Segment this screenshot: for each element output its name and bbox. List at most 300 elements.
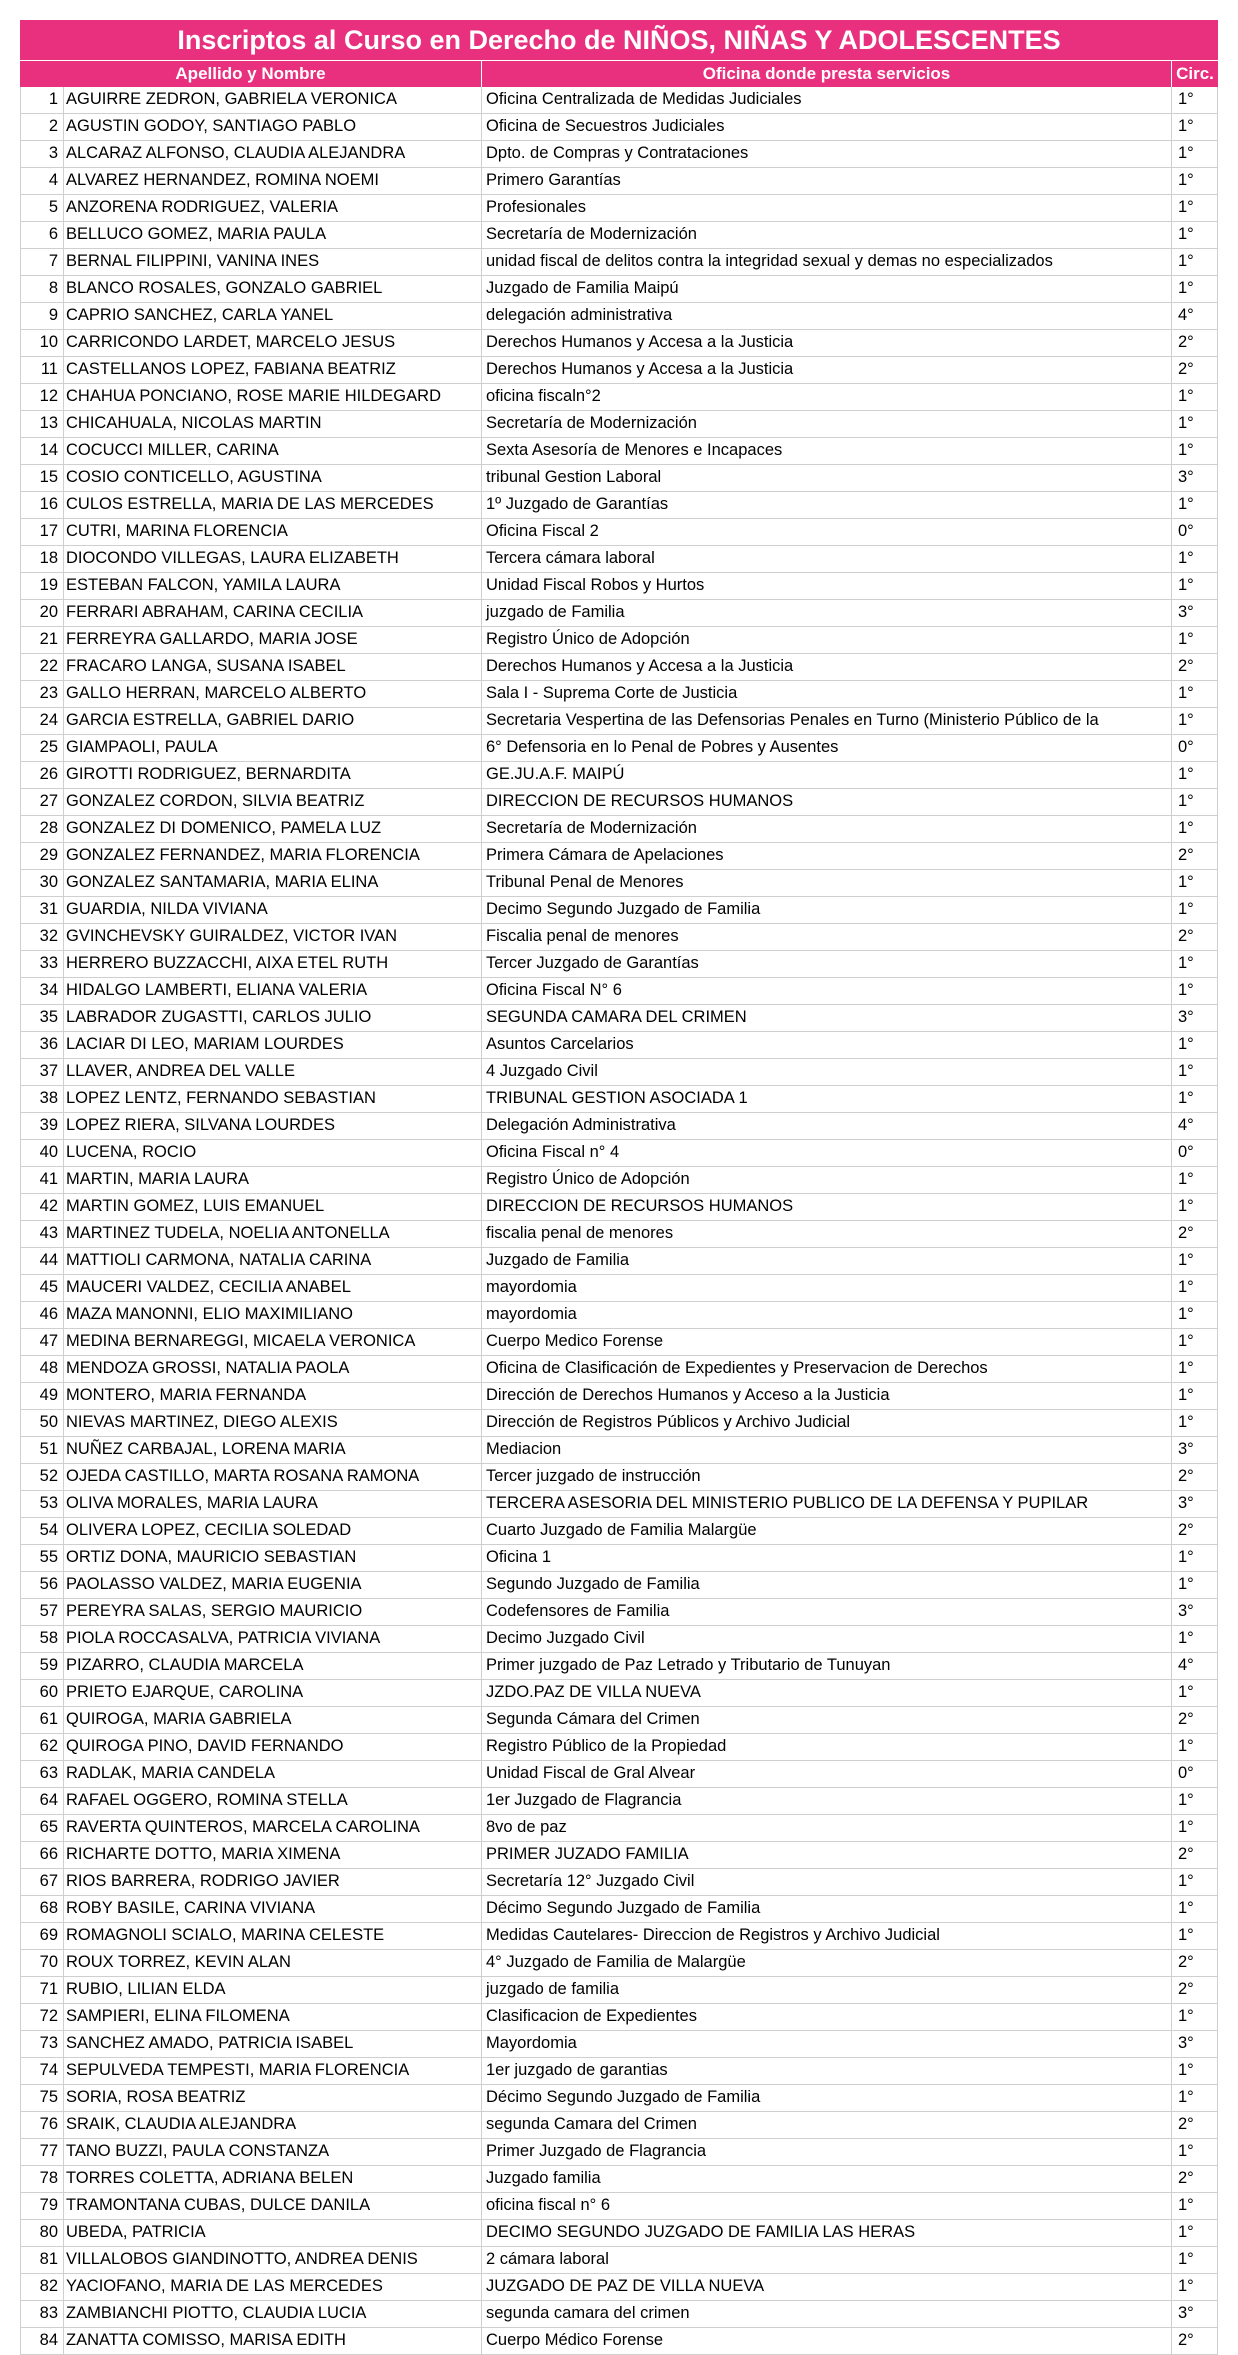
row-number: 43 [20,1221,64,1247]
row-circ: 1° [1172,951,1218,977]
table-row [20,1383,1218,1410]
row-office: Juzgado familia [482,2166,1172,2192]
row-office: Secretaría de Modernización [482,411,1172,437]
row-circ: 0° [1172,1140,1218,1166]
row-number: 33 [20,951,64,977]
table-row [20,195,1218,222]
row-office: Medidas Cautelares- Direccion de Registros y Archivo Judicial [482,1923,1172,1949]
row-office: Dirección de Registros Públicos y Archivo Judicial [482,1410,1172,1436]
row-office: Oficina Fiscal 2 [482,519,1172,545]
table-row [20,1329,1218,1356]
row-office: 1er juzgado de garantias [482,2058,1172,2084]
table-row [20,330,1218,357]
row-name: TANO BUZZI, PAULA CONSTANZA [64,2139,482,2165]
table-row [20,1761,1218,1788]
row-circ: 1° [1172,411,1218,437]
row-name: ROMAGNOLI SCIALO, MARINA CELESTE [64,1923,482,1949]
row-circ: 2° [1172,1464,1218,1490]
row-name: LABRADOR ZUGASTTI, CARLOS JULIO [64,1005,482,1031]
row-office: Juzgado de Familia [482,1248,1172,1274]
row-circ: 1° [1172,114,1218,140]
row-name: ALCARAZ ALFONSO, CLAUDIA ALEJANDRA [64,141,482,167]
row-office: Secretaría de Modernización [482,222,1172,248]
row-circ: 2° [1172,1950,1218,1976]
row-name: HIDALGO LAMBERTI, ELIANA VALERIA [64,978,482,1004]
row-circ: 1° [1172,2220,1218,2246]
row-number: 9 [20,303,64,329]
row-circ: 1° [1172,627,1218,653]
row-circ: 1° [1172,1923,1218,1949]
row-name: VILLALOBOS GIANDINOTTO, ANDREA DENIS [64,2247,482,2273]
row-number: 71 [20,1977,64,2003]
table-row [20,249,1218,276]
row-office: TERCERA ASESORIA DEL MINISTERIO PUBLICO DE LA DEFENSA Y PUPILAR [482,1491,1172,1517]
row-office: fiscalia penal de menores [482,1221,1172,1247]
row-circ: 1° [1172,249,1218,275]
table-row [20,1491,1218,1518]
row-circ: 1° [1172,816,1218,842]
row-number: 10 [20,330,64,356]
row-circ: 1° [1172,1896,1218,1922]
row-circ: 1° [1172,1572,1218,1598]
row-number: 14 [20,438,64,464]
row-number: 73 [20,2031,64,2057]
table-row [20,1248,1218,1275]
row-circ: 1° [1172,546,1218,572]
row-office: Secretaría 12° Juzgado Civil [482,1869,1172,1895]
row-office: DECIMO SEGUNDO JUZGADO DE FAMILIA LAS HERAS [482,2220,1172,2246]
row-circ: 3° [1172,2031,1218,2057]
table-row [20,1059,1218,1086]
row-circ: 1° [1172,1194,1218,1220]
row-office: Primero Garantías [482,168,1172,194]
row-circ: 2° [1172,1518,1218,1544]
row-number: 72 [20,2004,64,2030]
table-row [20,1086,1218,1113]
row-number: 13 [20,411,64,437]
row-number: 53 [20,1491,64,1517]
row-circ: 2° [1172,654,1218,680]
table-row [20,2193,1218,2220]
table-row [20,708,1218,735]
row-number: 22 [20,654,64,680]
row-office: Sala I - Suprema Corte de Justicia [482,681,1172,707]
row-name: CUTRI, MARINA FLORENCIA [64,519,482,545]
table-row [20,492,1218,519]
table-row [20,843,1218,870]
table-row [20,1626,1218,1653]
table-row [20,2220,1218,2247]
table-row [20,1437,1218,1464]
table-row [20,1356,1218,1383]
row-circ: 1° [1172,1302,1218,1328]
row-office: Cuerpo Médico Forense [482,2328,1172,2354]
row-name: DIOCONDO VILLEGAS, LAURA ELIZABETH [64,546,482,572]
row-name: FRACARO LANGA, SUSANA ISABEL [64,654,482,680]
table-row [20,141,1218,168]
row-circ: 2° [1172,2166,1218,2192]
table-row [20,978,1218,1005]
table-row [20,2247,1218,2274]
row-name: LACIAR DI LEO, MARIAM LOURDES [64,1032,482,1058]
row-number: 58 [20,1626,64,1652]
row-office: PRIMER JUZADO FAMILIA [482,1842,1172,1868]
row-name: PRIETO EJARQUE, CAROLINA [64,1680,482,1706]
row-office: Décimo Segundo Juzgado de Familia [482,2085,1172,2111]
row-name: QUIROGA PINO, DAVID FERNANDO [64,1734,482,1760]
row-name: AGUIRRE ZEDRON, GABRIELA VERONICA [64,87,482,113]
row-circ: 2° [1172,1977,1218,2003]
row-circ: 3° [1172,1437,1218,1463]
row-circ: 1° [1172,2004,1218,2030]
table-row [20,897,1218,924]
row-circ: 1° [1172,1680,1218,1706]
row-office: Dirección de Derechos Humanos y Acceso a la Justicia [482,1383,1172,1409]
header-office: Oficina donde presta servicios [482,61,1172,87]
row-number: 3 [20,141,64,167]
row-number: 40 [20,1140,64,1166]
row-circ: 2° [1172,2328,1218,2354]
row-number: 57 [20,1599,64,1625]
row-office: Cuarto Juzgado de Familia Malargüe [482,1518,1172,1544]
row-circ: 3° [1172,600,1218,626]
table-row [20,1734,1218,1761]
table-row [20,1140,1218,1167]
row-office: Segundo Juzgado de Familia [482,1572,1172,1598]
row-number: 81 [20,2247,64,2273]
table-row [20,114,1218,141]
row-circ: 1° [1172,2193,1218,2219]
row-number: 76 [20,2112,64,2138]
row-office: oficina fiscal n° 6 [482,2193,1172,2219]
row-number: 42 [20,1194,64,1220]
table-row [20,222,1218,249]
row-circ: 1° [1172,384,1218,410]
table-row [20,1977,1218,2004]
row-office: segunda camara del crimen [482,2301,1172,2327]
table-row [20,357,1218,384]
row-circ: 0° [1172,1761,1218,1787]
row-number: 48 [20,1356,64,1382]
table-row [20,2301,1218,2328]
row-number: 56 [20,1572,64,1598]
row-name: BERNAL FILIPPINI, VANINA INES [64,249,482,275]
row-number: 44 [20,1248,64,1274]
row-number: 77 [20,2139,64,2165]
row-office: Tercer Juzgado de Garantías [482,951,1172,977]
row-name: FERREYRA GALLARDO, MARIA JOSE [64,627,482,653]
row-name: FERRARI ABRAHAM, CARINA CECILIA [64,600,482,626]
row-name: MARTIN GOMEZ, LUIS EMANUEL [64,1194,482,1220]
row-name: ANZORENA RODRIGUEZ, VALERIA [64,195,482,221]
row-number: 21 [20,627,64,653]
row-number: 11 [20,357,64,383]
row-name: TRAMONTANA CUBAS, DULCE DANILA [64,2193,482,2219]
row-number: 27 [20,789,64,815]
row-name: ALVAREZ HERNANDEZ, ROMINA NOEMI [64,168,482,194]
row-name: ORTIZ DONA, MAURICIO SEBASTIAN [64,1545,482,1571]
row-circ: 2° [1172,357,1218,383]
table-row [20,1167,1218,1194]
table-row [20,1815,1218,1842]
row-circ: 1° [1172,1248,1218,1274]
row-name: TORRES COLETTA, ADRIANA BELEN [64,2166,482,2192]
row-office: Registro Único de Adopción [482,627,1172,653]
row-office: 1º Juzgado de Garantías [482,492,1172,518]
header-name: Apellido y Nombre [20,61,482,87]
sheet-title: Inscriptos al Curso en Derecho de NIÑOS, NIÑAS Y ADOLESCENTES [20,20,1218,60]
row-office: Secretaria Vespertina de las Defensorias Penales en Turno (Ministerio Público de la [482,708,1172,734]
row-office: Oficina 1 [482,1545,1172,1571]
row-circ: 0° [1172,519,1218,545]
table-row [20,600,1218,627]
row-circ: 2° [1172,924,1218,950]
row-number: 34 [20,978,64,1004]
table-row [20,1410,1218,1437]
row-number: 26 [20,762,64,788]
table-row [20,2031,1218,2058]
row-circ: 2° [1172,1707,1218,1733]
table-row [20,1653,1218,1680]
row-name: GUARDIA, NILDA VIVIANA [64,897,482,923]
row-number: 67 [20,1869,64,1895]
table-row [20,924,1218,951]
row-name: SANCHEZ AMADO, PATRICIA ISABEL [64,2031,482,2057]
row-number: 16 [20,492,64,518]
row-office: Juzgado de Familia Maipú [482,276,1172,302]
row-office: Derechos Humanos y Accesa a la Justicia [482,654,1172,680]
row-circ: 3° [1172,1005,1218,1031]
row-circ: 1° [1172,708,1218,734]
row-number: 70 [20,1950,64,1976]
row-office: Mediacion [482,1437,1172,1463]
table-row [20,1302,1218,1329]
row-office: Clasificacion de Expedientes [482,2004,1172,2030]
table-row [20,546,1218,573]
row-office: Mayordomia [482,2031,1172,2057]
row-number: 63 [20,1761,64,1787]
table-row [20,762,1218,789]
row-office: Tercera cámara laboral [482,546,1172,572]
row-name: RUBIO, LILIAN ELDA [64,1977,482,2003]
row-number: 79 [20,2193,64,2219]
row-circ: 1° [1172,492,1218,518]
row-circ: 1° [1172,1383,1218,1409]
row-circ: 3° [1172,2301,1218,2327]
row-number: 75 [20,2085,64,2111]
row-name: CAPRIO SANCHEZ, CARLA YANEL [64,303,482,329]
row-name: SRAIK, CLAUDIA ALEJANDRA [64,2112,482,2138]
row-number: 51 [20,1437,64,1463]
table-row [20,735,1218,762]
row-name: ROBY BASILE, CARINA VIVIANA [64,1896,482,1922]
row-office: Asuntos Carcelarios [482,1032,1172,1058]
row-number: 29 [20,843,64,869]
table-row [20,1572,1218,1599]
row-name: OLIVA MORALES, MARIA LAURA [64,1491,482,1517]
row-circ: 1° [1172,2139,1218,2165]
table-row [20,1545,1218,1572]
row-office: JUZGADO DE PAZ DE VILLA NUEVA [482,2274,1172,2300]
row-circ: 1° [1172,1410,1218,1436]
row-office: Primera Cámara de Apelaciones [482,843,1172,869]
row-circ: 3° [1172,465,1218,491]
row-circ: 1° [1172,978,1218,1004]
table-header [20,60,1218,87]
row-number: 36 [20,1032,64,1058]
table-row [20,681,1218,708]
row-name: GIAMPAOLI, PAULA [64,735,482,761]
row-number: 37 [20,1059,64,1085]
row-office: tribunal Gestion Laboral [482,465,1172,491]
row-name: MARTIN, MARIA LAURA [64,1167,482,1193]
row-name: GIROTTI RODRIGUEZ, BERNARDITA [64,762,482,788]
row-circ: 4° [1172,303,1218,329]
row-name: OJEDA CASTILLO, MARTA ROSANA RAMONA [64,1464,482,1490]
row-circ: 1° [1172,1356,1218,1382]
row-number: 45 [20,1275,64,1301]
row-number: 18 [20,546,64,572]
row-number: 47 [20,1329,64,1355]
row-number: 23 [20,681,64,707]
row-number: 17 [20,519,64,545]
row-number: 31 [20,897,64,923]
table-row [20,2274,1218,2301]
row-name: RADLAK, MARIA CANDELA [64,1761,482,1787]
row-circ: 1° [1172,1734,1218,1760]
row-circ: 1° [1172,870,1218,896]
row-circ: 1° [1172,1869,1218,1895]
row-number: 4 [20,168,64,194]
table-row [20,951,1218,978]
row-name: MONTERO, MARIA FERNANDA [64,1383,482,1409]
row-office: Unidad Fiscal Robos y Hurtos [482,573,1172,599]
row-number: 41 [20,1167,64,1193]
row-name: ZAMBIANCHI PIOTTO, CLAUDIA LUCIA [64,2301,482,2327]
row-office: Oficina de Secuestros Judiciales [482,114,1172,140]
row-name: SORIA, ROSA BEATRIZ [64,2085,482,2111]
table-row [20,168,1218,195]
row-office: DIRECCION DE RECURSOS HUMANOS [482,1194,1172,1220]
row-name: MENDOZA GROSSI, NATALIA PAOLA [64,1356,482,1382]
row-office: mayordomia [482,1275,1172,1301]
row-number: 80 [20,2220,64,2246]
row-name: GVINCHEVSKY GUIRALDEZ, VICTOR IVAN [64,924,482,950]
row-name: MAUCERI VALDEZ, CECILIA ANABEL [64,1275,482,1301]
table-row [20,2112,1218,2139]
row-office: Fiscalia penal de menores [482,924,1172,950]
row-name: PIZARRO, CLAUDIA MARCELA [64,1653,482,1679]
row-number: 66 [20,1842,64,1868]
row-number: 25 [20,735,64,761]
row-office: Décimo Segundo Juzgado de Familia [482,1896,1172,1922]
row-name: PEREYRA SALAS, SERGIO MAURICIO [64,1599,482,1625]
row-office: Cuerpo Medico Forense [482,1329,1172,1355]
row-circ: 1° [1172,681,1218,707]
row-circ: 1° [1172,1626,1218,1652]
row-circ: 0° [1172,735,1218,761]
row-office: Delegación Administrativa [482,1113,1172,1139]
row-name: GONZALEZ SANTAMARIA, MARIA ELINA [64,870,482,896]
row-name: RICHARTE DOTTO, MARIA XIMENA [64,1842,482,1868]
table-row [20,1005,1218,1032]
row-office: Unidad Fiscal de Gral Alvear [482,1761,1172,1787]
table-row [20,1869,1218,1896]
row-number: 32 [20,924,64,950]
row-office: 4 Juzgado Civil [482,1059,1172,1085]
table-row [20,1788,1218,1815]
table-row [20,1680,1218,1707]
row-office: Decimo Juzgado Civil [482,1626,1172,1652]
row-office: Registro Público de la Propiedad [482,1734,1172,1760]
row-number: 65 [20,1815,64,1841]
row-circ: 1° [1172,438,1218,464]
row-name: AGUSTIN GODOY, SANTIAGO PABLO [64,114,482,140]
table-row [20,303,1218,330]
row-circ: 1° [1172,762,1218,788]
table-row [20,1950,1218,1977]
table-row [20,1194,1218,1221]
row-office: TRIBUNAL GESTION ASOCIADA 1 [482,1086,1172,1112]
row-circ: 4° [1172,1113,1218,1139]
row-name: ZANATTA COMISSO, MARISA EDITH [64,2328,482,2354]
row-name: CASTELLANOS LOPEZ, FABIANA BEATRIZ [64,357,482,383]
row-office: JZDO.PAZ DE VILLA NUEVA [482,1680,1172,1706]
row-name: QUIROGA, MARIA GABRIELA [64,1707,482,1733]
row-number: 50 [20,1410,64,1436]
row-circ: 1° [1172,2274,1218,2300]
row-name: RAFAEL OGGERO, ROMINA STELLA [64,1788,482,1814]
row-name: SAMPIERI, ELINA FILOMENA [64,2004,482,2030]
row-office: Sexta Asesoría de Menores e Incapaces [482,438,1172,464]
row-office: unidad fiscal de delitos contra la integridad sexual y demas no especializados [482,249,1172,275]
header-circ: Circ. [1176,64,1214,83]
row-office: Primer Juzgado de Flagrancia [482,2139,1172,2165]
row-number: 52 [20,1464,64,1490]
row-name: UBEDA, PATRICIA [64,2220,482,2246]
table-row [20,1032,1218,1059]
table-row [20,654,1218,681]
row-circ: 2° [1172,1221,1218,1247]
row-name: PIOLA ROCCASALVA, PATRICIA VIVIANA [64,1626,482,1652]
row-office: 8vo de paz [482,1815,1172,1841]
row-circ: 1° [1172,1329,1218,1355]
row-number: 12 [20,384,64,410]
row-number: 69 [20,1923,64,1949]
row-office: mayordomia [482,1302,1172,1328]
row-name: RIOS BARRERA, RODRIGO JAVIER [64,1869,482,1895]
row-name: CHICAHUALA, NICOLAS MARTIN [64,411,482,437]
row-name: BLANCO ROSALES, GONZALO GABRIEL [64,276,482,302]
row-office: Oficina Fiscal n° 4 [482,1140,1172,1166]
table-row [20,2139,1218,2166]
row-office: 1er Juzgado de Flagrancia [482,1788,1172,1814]
row-number: 24 [20,708,64,734]
row-number: 39 [20,1113,64,1139]
table-row [20,2328,1218,2355]
row-circ: 3° [1172,1491,1218,1517]
table-body [20,87,1218,2355]
row-circ: 1° [1172,1788,1218,1814]
row-number: 82 [20,2274,64,2300]
row-name: MEDINA BERNAREGGI, MICAELA VERONICA [64,1329,482,1355]
row-name: CHAHUA PONCIANO, ROSE MARIE HILDEGARD [64,384,482,410]
row-circ: 1° [1172,573,1218,599]
row-number: 74 [20,2058,64,2084]
table-row [20,1599,1218,1626]
table-row [20,465,1218,492]
row-number: 83 [20,2301,64,2327]
